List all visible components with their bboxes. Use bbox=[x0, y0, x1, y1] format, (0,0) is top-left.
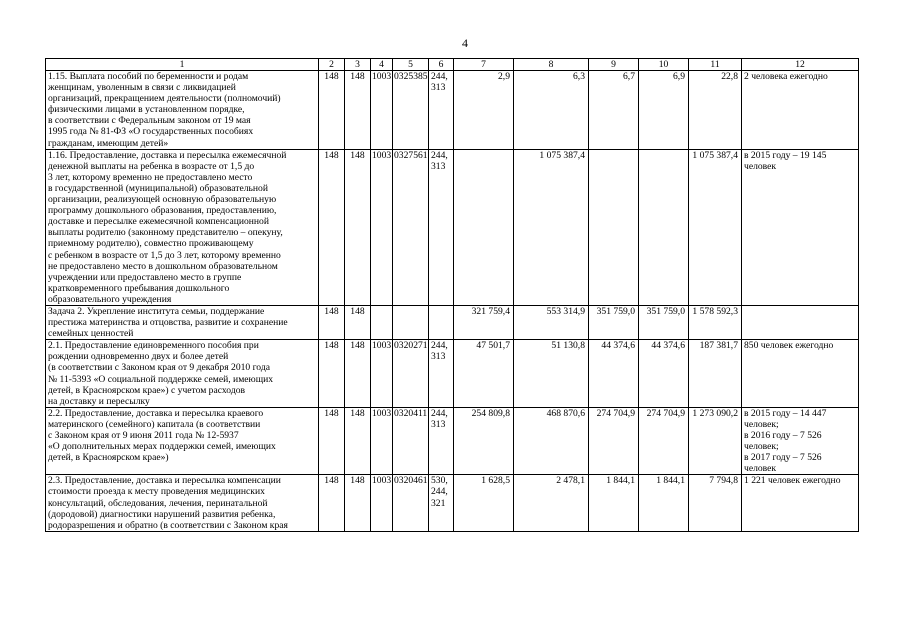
cell-c3: 148 bbox=[345, 340, 371, 408]
cell-c8: 2 478,1 bbox=[514, 475, 589, 531]
cell-c3: 148 bbox=[345, 71, 371, 150]
cell-c5: 0320271 bbox=[393, 340, 429, 408]
cell-c11: 22,8 bbox=[689, 71, 742, 150]
table-row bbox=[46, 340, 859, 408]
cell-c9: 44 374,6 bbox=[589, 340, 639, 408]
cell-c5: 0320411 bbox=[393, 407, 429, 475]
column-header: 4 bbox=[371, 59, 393, 71]
column-header: 1 bbox=[46, 59, 319, 71]
cell-c12: 1 221 человек ежегодно bbox=[742, 475, 859, 531]
cell-c4: 1003 bbox=[371, 340, 393, 408]
cell-c12: 850 человек ежегодно bbox=[742, 340, 859, 408]
cell-c10: 274 704,9 bbox=[639, 407, 689, 475]
cell-c10 bbox=[639, 149, 689, 305]
cell-c11: 1 578 592,3 bbox=[689, 305, 742, 339]
cell-c3: 148 bbox=[345, 475, 371, 531]
cell-c8: 468 870,6 bbox=[514, 407, 589, 475]
cell-c2: 148 bbox=[319, 149, 345, 305]
column-header: 12 bbox=[742, 59, 859, 71]
column-header: 3 bbox=[345, 59, 371, 71]
column-header: 6 bbox=[429, 59, 454, 71]
column-header: 11 bbox=[689, 59, 742, 71]
cell-c6: 244, 313 bbox=[429, 71, 454, 150]
cell-c6: 244, 313 bbox=[429, 149, 454, 305]
table-row bbox=[46, 71, 859, 150]
cell-c2: 148 bbox=[319, 305, 345, 339]
column-header: 2 bbox=[319, 59, 345, 71]
table-row bbox=[46, 149, 859, 305]
table-row bbox=[46, 407, 859, 475]
row-description: Задача 2. Укрепление института семьи, поддержание престижа материнства и отцовства, развитие и сохранение семейных ценностей bbox=[46, 305, 319, 339]
cell-c10: 351 759,0 bbox=[639, 305, 689, 339]
cell-c4: 1003 bbox=[371, 407, 393, 475]
cell-c5: 0327561 bbox=[393, 149, 429, 305]
cell-c8: 6,3 bbox=[514, 71, 589, 150]
cell-c10: 6,9 bbox=[639, 71, 689, 150]
cell-c2: 148 bbox=[319, 407, 345, 475]
row-description: 2.2. Предоставление, доставка и пересылка краевого материнского (семейного) капитала (в соответствии с Законом края от 9 июня 2011 года № 12-5937 «О дополнительных мерах поддержки семей, имеющих детей, в Красноярском крае») bbox=[46, 407, 319, 475]
cell-c7 bbox=[454, 149, 514, 305]
cell-c7: 321 759,4 bbox=[454, 305, 514, 339]
cell-c2: 148 bbox=[319, 340, 345, 408]
column-header: 5 bbox=[393, 59, 429, 71]
cell-c4: 1003 bbox=[371, 71, 393, 150]
cell-c9: 6,7 bbox=[589, 71, 639, 150]
cell-c5 bbox=[393, 305, 429, 339]
row-description: 1.16. Предоставление, доставка и пересылка ежемесячной денежной выплаты на ребенка в возрасте от 1,5 до 3 лет, которому временно не предоставлено место в государственной (муниципальной) образовательной организации, реализующей основную образовательную программу дошкольного образования, предоставлению, доставке и пересылке ежемесячной компенсационной выплаты родителю (законному представителю – опекуну, приемному родителю), совместно проживающему с ребенком в возрасте от 1,5 до 3 лет, которому временно не предоставлено место в дошкольном образовательном учреждении или предоставлено место в группе кратковременного пребывания дошкольного образовательного учреждения bbox=[46, 149, 319, 305]
cell-c6: 530, 244, 321 bbox=[429, 475, 454, 531]
cell-c3: 148 bbox=[345, 305, 371, 339]
cell-c7: 2,9 bbox=[454, 71, 514, 150]
table-row bbox=[46, 475, 859, 531]
cell-c4: 1003 bbox=[371, 149, 393, 305]
column-header: 7 bbox=[454, 59, 514, 71]
cell-c11: 1 075 387,4 bbox=[689, 149, 742, 305]
cell-c11: 1 273 090,2 bbox=[689, 407, 742, 475]
column-header: 9 bbox=[589, 59, 639, 71]
cell-c6 bbox=[429, 305, 454, 339]
row-description: 1.15. Выплата пособий по беременности и родам женщинам, уволенным в связи с ликвидацией организаций, прекращением деятельности (полномочий) физическими лицами в установленном порядке, в соответствии с Федеральным законом от 19 мая 1995 года № 81-ФЗ «О государственных пособиях гражданам, имеющим детей» bbox=[46, 71, 319, 150]
cell-c2: 148 bbox=[319, 71, 345, 150]
cell-c4: 1003 bbox=[371, 475, 393, 531]
cell-c12 bbox=[742, 305, 859, 339]
cell-c8: 1 075 387,4 bbox=[514, 149, 589, 305]
cell-c6: 244, 313 bbox=[429, 340, 454, 408]
cell-c12: в 2015 году – 19 145 человек bbox=[742, 149, 859, 305]
cell-c11: 7 794,8 bbox=[689, 475, 742, 531]
header-row bbox=[46, 59, 859, 71]
cell-c4 bbox=[371, 305, 393, 339]
cell-c6: 244, 313 bbox=[429, 407, 454, 475]
cell-c5: 0325385 bbox=[393, 71, 429, 150]
cell-c12: 2 человека ежегодно bbox=[742, 71, 859, 150]
cell-c9: 274 704,9 bbox=[589, 407, 639, 475]
row-description: 2.3. Предоставление, доставка и пересылка компенсации стоимости проезда к месту проведения медицинских консультаций, обследования, лечения, перинатальной (дородовой) диагностики нарушений развития ребенка, родоразрешения и обратно (в соответствии с Законом края bbox=[46, 475, 319, 531]
page-number: 4 bbox=[462, 36, 468, 50]
cell-c7: 254 809,8 bbox=[454, 407, 514, 475]
cell-c12: в 2015 году – 14 447 человек; в 2016 году – 7 526 человек; в 2017 году – 7 526 человек bbox=[742, 407, 859, 475]
cell-c11: 187 381,7 bbox=[689, 340, 742, 408]
cell-c2: 148 bbox=[319, 475, 345, 531]
cell-c8: 553 314,9 bbox=[514, 305, 589, 339]
cell-c7: 47 501,7 bbox=[454, 340, 514, 408]
cell-c9: 1 844,1 bbox=[589, 475, 639, 531]
column-header: 8 bbox=[514, 59, 589, 71]
cell-c8: 51 130,8 bbox=[514, 340, 589, 408]
cell-c7: 1 628,5 bbox=[454, 475, 514, 531]
cell-c3: 148 bbox=[345, 407, 371, 475]
cell-c10: 1 844,1 bbox=[639, 475, 689, 531]
column-header: 10 bbox=[639, 59, 689, 71]
cell-c3: 148 bbox=[345, 149, 371, 305]
budget-table bbox=[45, 58, 859, 532]
row-description: 2.1. Предоставление единовременного пособия при рождении одновременно двух и более детей (в соответствии с Законом края от 9 декабря 2010 года № 11-5393 «О социальной поддержке семей, имеющих детей, в Красноярском крае») с учетом расходов на доставку и пересылку bbox=[46, 340, 319, 408]
cell-c9 bbox=[589, 149, 639, 305]
cell-c9: 351 759,0 bbox=[589, 305, 639, 339]
cell-c5: 0320461 bbox=[393, 475, 429, 531]
table-row bbox=[46, 305, 859, 339]
cell-c10: 44 374,6 bbox=[639, 340, 689, 408]
